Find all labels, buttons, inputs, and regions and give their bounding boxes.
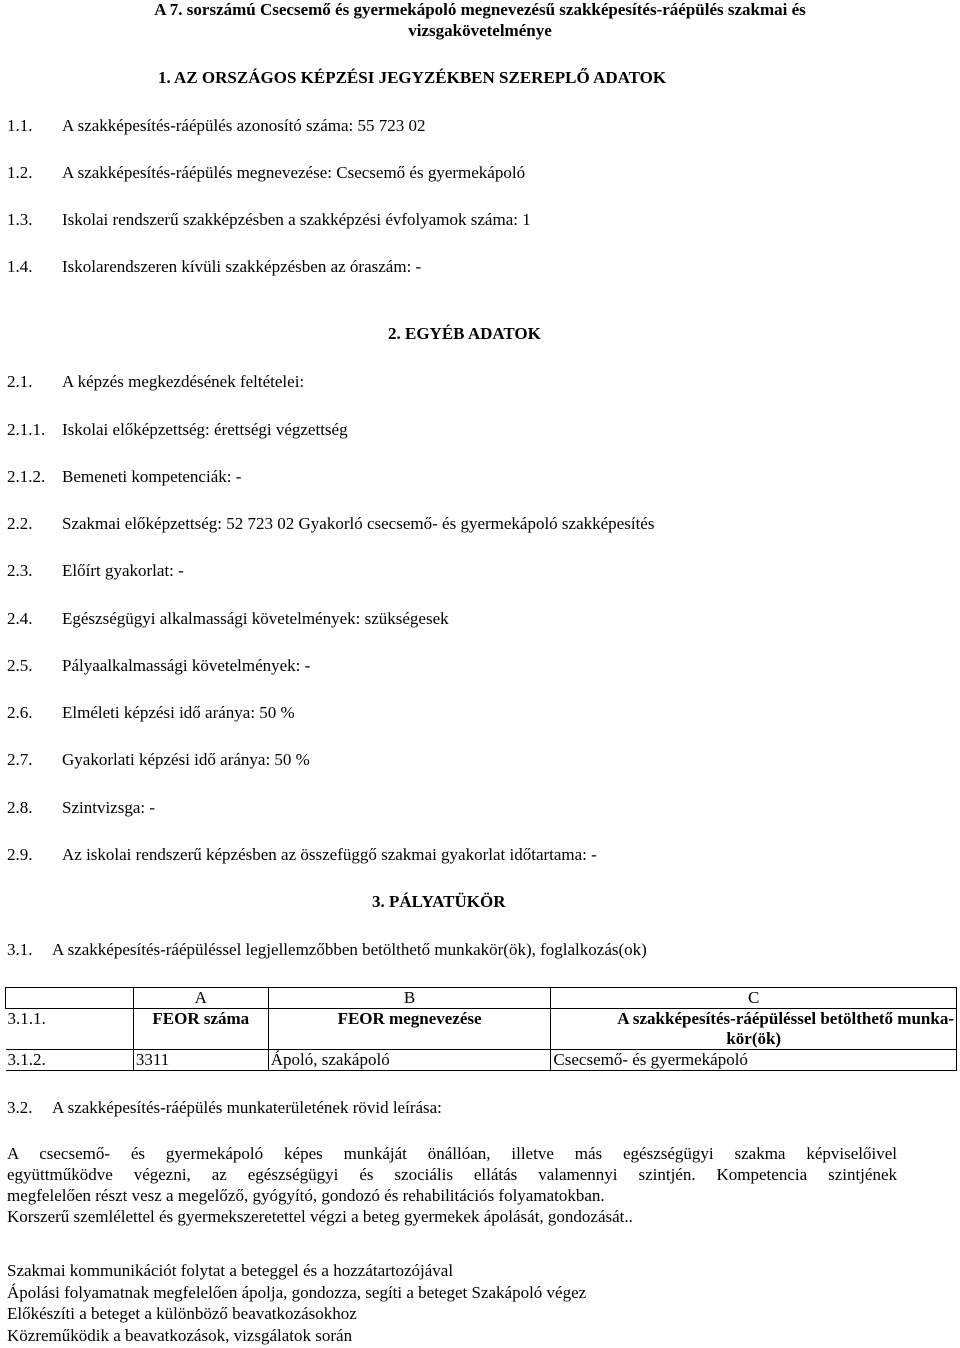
item-number: 2.1. (7, 372, 33, 391)
task-list (7, 1260, 586, 1346)
section-3-heading: 3. PÁLYATÜKÖR (372, 892, 506, 911)
item-text: Gyakorlati képzési idő aránya: 50 % (62, 750, 310, 769)
item-text: A szakképesítés-ráépülés megnevezése: Csecsemő és gyermekápoló (62, 163, 526, 182)
item-number: 2.1.1. (7, 420, 46, 439)
column-letter-c: C (551, 988, 957, 1009)
item-number: 3.2. (7, 1098, 33, 1117)
feor-number-cell: 3311 (133, 1050, 268, 1071)
item-text: A szakképesítés-ráépülés azonosító száma: 55 723 02 (62, 116, 426, 135)
item-text: Szintvizsga: - (62, 798, 156, 817)
header-occupation-line2: kör(ök) (726, 1029, 782, 1048)
item-number: 1.3. (7, 210, 33, 229)
item-text: Az iskolai rendszerű képzésben az összefüggő szakmai gyakorlat időtartama: - (62, 845, 597, 864)
paragraph-line: együttműködve végezni, az egészségügyi és szociális ellátás valamennyi szintjén. Kompetencia szintjének (7, 1165, 897, 1184)
item-text: Iskolarendszeren kívüli szakképzésben az óraszám: - (62, 257, 422, 276)
header-occupation (551, 1009, 957, 1050)
table-cell (6, 988, 134, 1009)
document-title-line2: vizsgakövetelménye (408, 21, 552, 40)
item-text: Pályaalkalmassági követelmények: - (62, 656, 311, 675)
feor-table (5, 987, 957, 1071)
item-text: Egészségügyi alkalmassági követelmények: szükségesek (62, 609, 449, 628)
list-item: Közreműködik a beavatkozások, vizsgálatok során (7, 1325, 353, 1345)
item-number: 1.4. (7, 257, 33, 276)
paragraph-line: Korszerű szemlélettel és gyermekszeretettel végzi a beteg gyermekek ápolását, gondozását.. (7, 1207, 633, 1226)
item-text: Iskolai előképzettség: érettségi végzettség (62, 420, 348, 439)
item-number: 2.1.2. (7, 467, 46, 486)
section-1-heading: 1. AZ ORSZÁGOS KÉPZÉSI JEGYZÉKBEN SZEREPLŐ ADATOK (158, 68, 667, 87)
feor-name-cell: Ápoló, szakápoló (268, 1050, 551, 1071)
list-item: Előkészíti a beteget a különböző beavatkozásokhoz (7, 1304, 357, 1323)
occupation-cell: Csecsemő- és gyermekápoló (551, 1050, 957, 1071)
item-number: 2.7. (7, 750, 33, 769)
item-number: 3.1. (7, 940, 33, 959)
column-letter-b: B (268, 988, 551, 1009)
list-item: Ápolási folyamatnak megfelelően ápolja, gondozza, segíti a beteget Szakápoló végez (7, 1282, 587, 1302)
item-number: 1.1. (7, 116, 33, 135)
item-text: Előírt gyakorlat: - (62, 561, 184, 580)
list-item: Szakmai kommunikációt folytat a beteggel és a hozzátartozójával (7, 1261, 454, 1280)
item-number: 1.2. (7, 163, 33, 182)
header-feor-name: FEOR megnevezése (268, 1009, 551, 1050)
row-number: 3.1.2. (6, 1050, 134, 1071)
table-header-row (6, 1009, 957, 1050)
item-number: 2.4. (7, 609, 33, 628)
document-title-line1: A 7. sorszámú Csecsemő és gyermekápoló megnevezésű szakképesítés-ráépülés szakmai és (154, 0, 806, 19)
item-number: 2.2. (7, 514, 33, 533)
item-number: 2.5. (7, 656, 33, 675)
row-number: 3.1.1. (6, 1009, 134, 1050)
section-2-heading: 2. EGYÉB ADATOK (388, 324, 541, 343)
item-number: 2.8. (7, 798, 33, 817)
item-text: Szakmai előképzettség: 52 723 02 Gyakorló csecsemő- és gyermekápoló szakképesítés (62, 514, 655, 533)
header-feor-number: FEOR száma (133, 1009, 268, 1050)
paragraph-line: A csecsemő- és gyermekápoló képes munkáját önállóan, illetve más egészségügyi szakma képviselőivel (7, 1144, 897, 1163)
table-column-letters-row (6, 988, 957, 1009)
item-number: 2.3. (7, 561, 33, 580)
header-occupation-line1: A szakképesítés-ráépüléssel betölthető munka- (617, 1009, 954, 1028)
work-description-paragraph (7, 1143, 897, 1227)
item-text: A képzés megkezdésének feltételei: (62, 372, 305, 391)
item-text: Bemeneti kompetenciák: - (62, 467, 242, 486)
item-number: 2.9. (7, 845, 33, 864)
paragraph-line: megfelelően részt vesz a megelőző, gyógyító, gondozó és rehabilitációs folyamatokban. (7, 1186, 605, 1205)
table-row (6, 1050, 957, 1071)
item-text: Iskolai rendszerű szakképzésben a szakképzési évfolyamok száma: 1 (62, 210, 531, 229)
item-text: A szakképesítés-ráépülés munkaterületének rövid leírása: (52, 1098, 442, 1117)
item-text: Elméleti képzési idő aránya: 50 % (62, 703, 295, 722)
item-number: 2.6. (7, 703, 33, 722)
column-letter-a: A (133, 988, 268, 1009)
item-text: A szakképesítés-ráépüléssel legjellemzőbben betölthető munkakör(ök), foglalkozás(ok) (52, 940, 647, 959)
